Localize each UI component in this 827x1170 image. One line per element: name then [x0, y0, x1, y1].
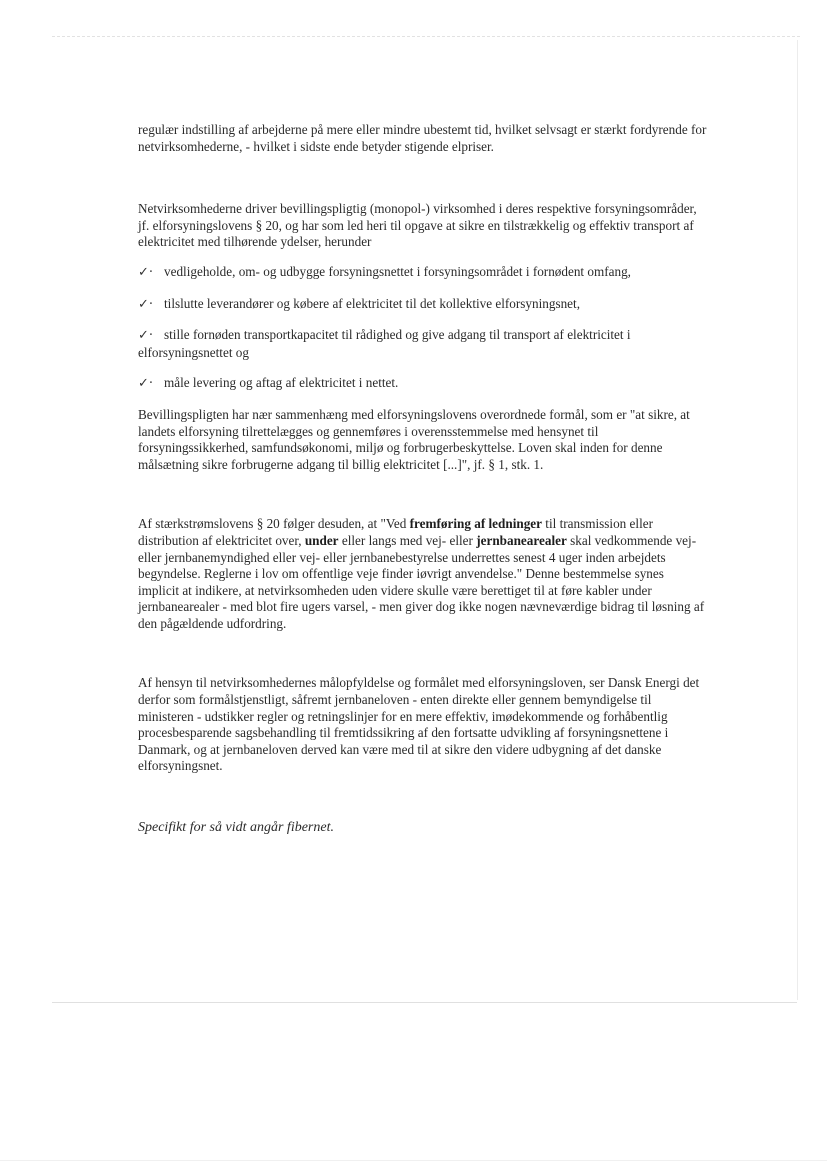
checkmark-icon: ✓·	[138, 328, 154, 344]
bold-run: under	[304, 532, 339, 548]
checkmark-icon: ✓·	[138, 376, 154, 392]
text-run: skal vedkommende vej- eller jernbanemyndighed eller vej- eller jernbanebestyrelse underrettes senest 4 uger inden arbejdets begyndelse. Reglerne i lov om offentlige veje finder iøvrigt anvendelse." Denne bestemmelse synes implicit at indikere, at netvirksomheden uden videre skulle være berettiget til at føre kabler under jernbanearealer - med blot fire ugers varsel, - men giver dog ikke nogen nævneværdige bidrag til løsning af den pågældende udfordring.	[138, 532, 705, 631]
paragraph-intro: regulær indstilling af arbejderne på mere eller mindre ubestemt tid, hvilket selvsagt er stærkt fordyrende for netvirksomhederne, - hvilket i sidste ende betyder stigende elpriser.	[138, 122, 707, 154]
paragraph-staerkstroemslov	[138, 516, 708, 632]
document-body	[138, 122, 708, 837]
list-item	[138, 327, 708, 361]
text-run: eller langs med vej- eller	[338, 532, 477, 548]
paragraph-bevillingspligt: Bevillingspligten har nær sammenhæng med elforsyningslovens overordnede formål, som er "at sikre, at landets elforsyning tilrettelægges og gennemføres i overensstemmelse med hensynet til forsyningssikkerhed, samfundsøkonomi, miljø og forbrugerbeskyttelse. Loven skal inden for denne målsætning sikre forbrugerne adgang til billig elektricitet [...]", jf. § 1, stk. 1.	[138, 406, 690, 472]
paragraph-netvirksomheder: Netvirksomhederne driver bevillingspligtig (monopol-) virksomhed i deres respektive forsyningsområder, jf. elforsyningslovens § 20, og har som led heri til opgave at sikre en tilstrækkelig og effektiv transport af elektricitet med tilhørende ydelser, herunder	[138, 201, 697, 250]
bold-run: jernbanearealer	[476, 532, 567, 548]
paragraph-hensyn: Af hensyn til netvirksomhedernes målopfyldelse og formålet med elforsyningsloven, ser Dansk Energi det derfor som formålstjenstligt, såfremt jernbaneloven - enten direkte eller gennem bemyndigelse til ministeren - udstikker regler og retningslinjer for en mere effektiv, imødekommende og forhåbentlig procesbesparende sagsbehandling til fremtidssikring af den fortsatte udvikling af forsyningsnettene i Danmark, og at jernbaneloven derved kan være med til at sikre den videre udbygning af det danske elforsyningsnet.	[138, 675, 700, 774]
list-item	[138, 296, 708, 314]
list-item-text: tilslutte leverandører og købere af elektricitet til det kollektive elforsyningsnet,	[164, 295, 580, 311]
list-item	[138, 375, 708, 393]
page-edge-top	[52, 36, 800, 37]
text-run: til transmission eller distribution af elektricitet over,	[138, 516, 653, 548]
page-edge-right	[797, 40, 798, 1000]
page-edge-foot	[0, 1160, 827, 1161]
text-run: Af stærkstrømslovens § 20 følger desuden, at "Ved	[138, 516, 410, 532]
bold-run: fremføring af ledninger	[409, 516, 542, 532]
checkmark-icon: ✓·	[138, 296, 154, 312]
list-item-text: stille fornøden transportkapacitet til rådighed og give adgang til transport af elektricitet i elforsyningsnettet og	[138, 327, 631, 360]
checkmark-icon: ✓·	[138, 264, 154, 280]
list-item	[138, 264, 708, 282]
list-item-text: måle levering og aftag af elektricitet i nettet.	[164, 375, 399, 391]
list-item-text: vedligeholde, om- og udbygge forsyningsnettet i forsyningsområdet i fornødent omfang,	[164, 263, 631, 279]
section-heading-fibernet: Specifikt for så vidt angår fibernet.	[138, 820, 334, 836]
page-edge-bottom	[52, 1002, 797, 1003]
check-list	[138, 264, 708, 393]
